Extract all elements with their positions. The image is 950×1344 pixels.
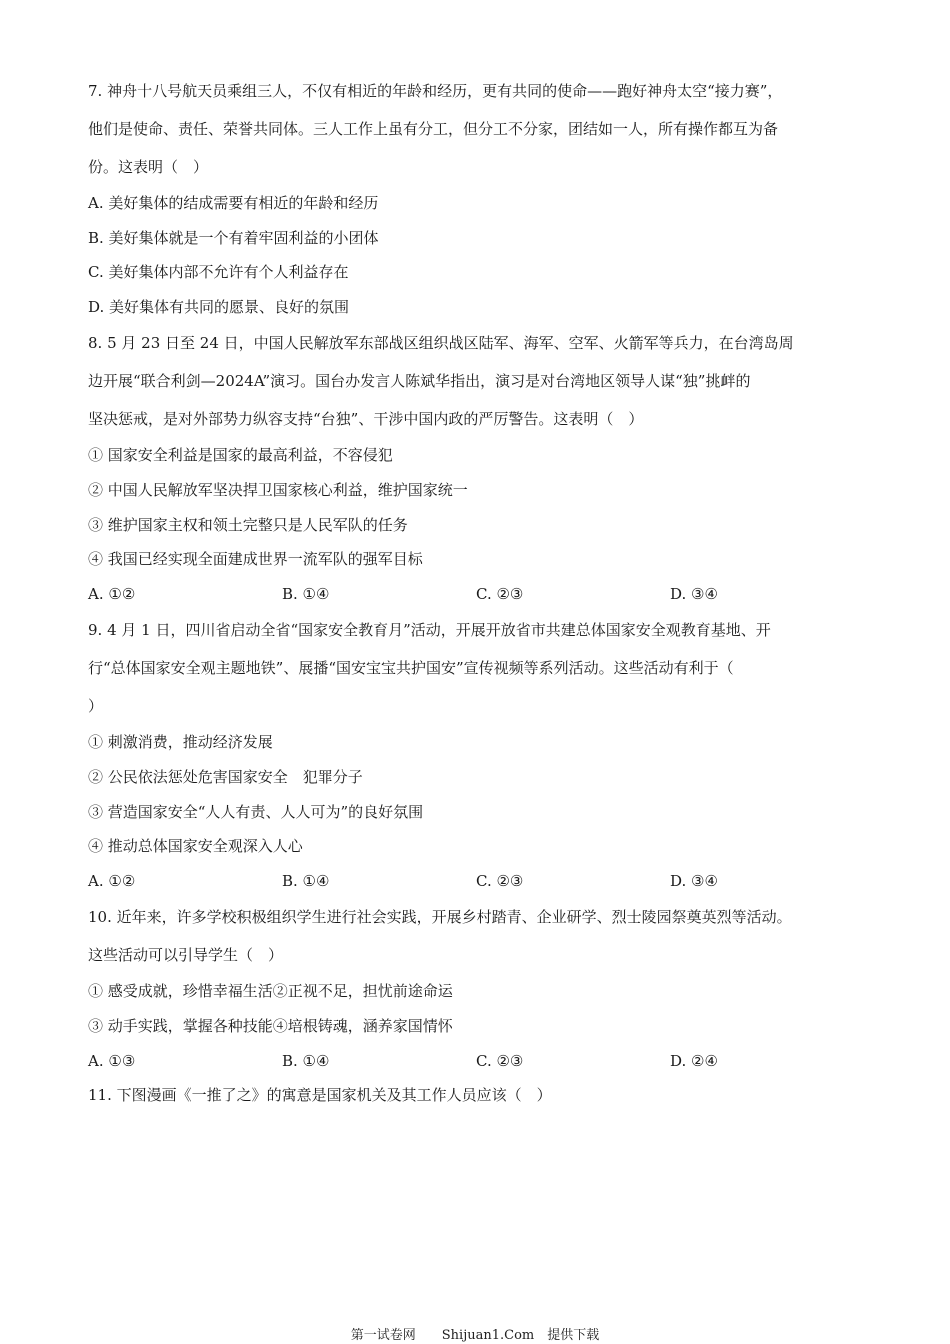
question-10-choice-c[interactable]: C. ②③ [476, 1051, 524, 1070]
question-7-option-a[interactable]: A. 美好集体的结成需要有相近的年龄和经历 [88, 194, 379, 212]
question-9-stem-line: 行“总体国家安全观主题地铁”、展播“国安宝宝共护国安”宣传视频等系列活动。这些活动有利于（ [88, 659, 734, 678]
question-7-stem-line: 份。这表明（ ） [88, 158, 209, 176]
question-9-choice-c[interactable]: C. ②③ [476, 871, 524, 890]
question-8-item: ④ 我国已经实现全面建成世界一流军队的强军目标 [88, 550, 423, 569]
question-8-stem [88, 324, 868, 438]
question-8-choices [88, 577, 868, 612]
question-11-stem: 11. 下图漫画《一推了之》的寓意是国家机关及其工作人员应该（ ） [88, 1086, 552, 1105]
question-9-stem-line: 9. 4 月 1 日，四川省启动全省“国家安全教育月”活动，开展开放省市共建总体国家安全观教育基地、开 [88, 621, 771, 640]
question-8-stem-line: 8. 5 月 23 日至 24 日，中国人民解放军东部战区组织战区陆军、海军、空军、火箭军等兵力，在台湾岛周 [88, 334, 794, 353]
page-footer: 第一试卷网 Shijuan1.Com 提供下载 [350, 1328, 600, 1343]
question-10 [88, 898, 868, 1078]
question-8-choice-d[interactable]: D. ③④ [670, 584, 718, 603]
question-9-choice-a[interactable]: A. ①② [88, 871, 136, 890]
question-10-item: ① 感受成就，珍惜幸福生活②正视不足，担忧前途命运 [88, 982, 453, 1001]
question-8-choice-a[interactable]: A. ①② [88, 584, 136, 603]
exam-page-content [88, 78, 868, 1113]
question-9-choice-d[interactable]: D. ③④ [670, 871, 718, 890]
question-8-choice-b[interactable]: B. ①④ [282, 584, 330, 603]
question-10-item: ③ 动手实践，掌握各种技能④培根铸魂，涵养家国情怀 [88, 1016, 453, 1035]
question-9-choice-b[interactable]: B. ①④ [282, 871, 330, 890]
question-7-stem-line: 他们是使命、责任、荣誉共同体。三人工作上虽有分工，但分工不分家，团结如一人，所有操作都互为备 [88, 120, 779, 138]
question-7-stem [88, 72, 868, 186]
question-10-choice-b[interactable]: B. ①④ [282, 1051, 330, 1070]
question-7-option-d[interactable]: D. 美好集体有共同的愿景、良好的氛围 [88, 297, 350, 316]
question-9-choices [88, 864, 868, 899]
question-7 [88, 72, 868, 324]
question-10-choices [88, 1044, 868, 1079]
question-10-choice-d[interactable]: D. ②④ [670, 1051, 718, 1070]
question-9-item: ① 刺激消费，推动经济发展 [88, 733, 273, 752]
question-10-stem-line: 这些活动可以引导学生（ ） [88, 946, 284, 965]
question-10-stem [88, 898, 868, 974]
question-8-item: ② 中国人民解放军坚决捍卫国家核心利益，维护国家统一 [88, 480, 468, 499]
question-10-stem-line: 10. 近年来，许多学校积极组织学生进行社会实践，开展乡村踏青、企业研学、烈士陵园祭奠英烈等活动。 [88, 908, 792, 927]
question-10-choice-a[interactable]: A. ①③ [88, 1051, 136, 1070]
question-9-item: ③ 营造国家安全“人人有责、人人可为”的良好氛围 [88, 802, 424, 821]
question-7-option-b[interactable]: B. 美好集体就是一个有着牢固利益的小团体 [88, 228, 379, 247]
question-9-stem [88, 611, 868, 725]
question-9-stem-line: ） [88, 697, 104, 716]
question-8-stem-line: 坚决惩戒，是对外部势力纵容支持“台独”、干涉中国内政的严厉警告。这表明（ ） [88, 410, 644, 429]
question-8 [88, 324, 868, 611]
question-8-stem-line: 边开展“联合利剑—2024A”演习。国台办发言人陈斌华指出，演习是对台湾地区领导人谋“独”挑衅的 [88, 372, 751, 391]
question-7-option-c[interactable]: C. 美好集体内部不允许有个人利益存在 [88, 263, 349, 282]
question-8-item: ① 国家安全利益是国家的最高利益，不容侵犯 [88, 446, 393, 465]
question-9-item: ④ 推动总体国家安全观深入人心 [88, 837, 303, 856]
question-8-item: ③ 维护国家主权和领土完整只是人民军队的任务 [88, 515, 408, 534]
question-8-choice-c[interactable]: C. ②③ [476, 584, 524, 603]
question-7-stem-line: 7. 神舟十八号航天员乘组三人，不仅有相近的年龄和经历，更有共同的使命——跑好神舟太空“接力赛”， [88, 82, 783, 100]
question-9 [88, 611, 868, 898]
question-9-item: ② 公民依法惩处危害国家安全 犯罪分子 [88, 767, 363, 786]
question-11 [88, 1078, 868, 1113]
